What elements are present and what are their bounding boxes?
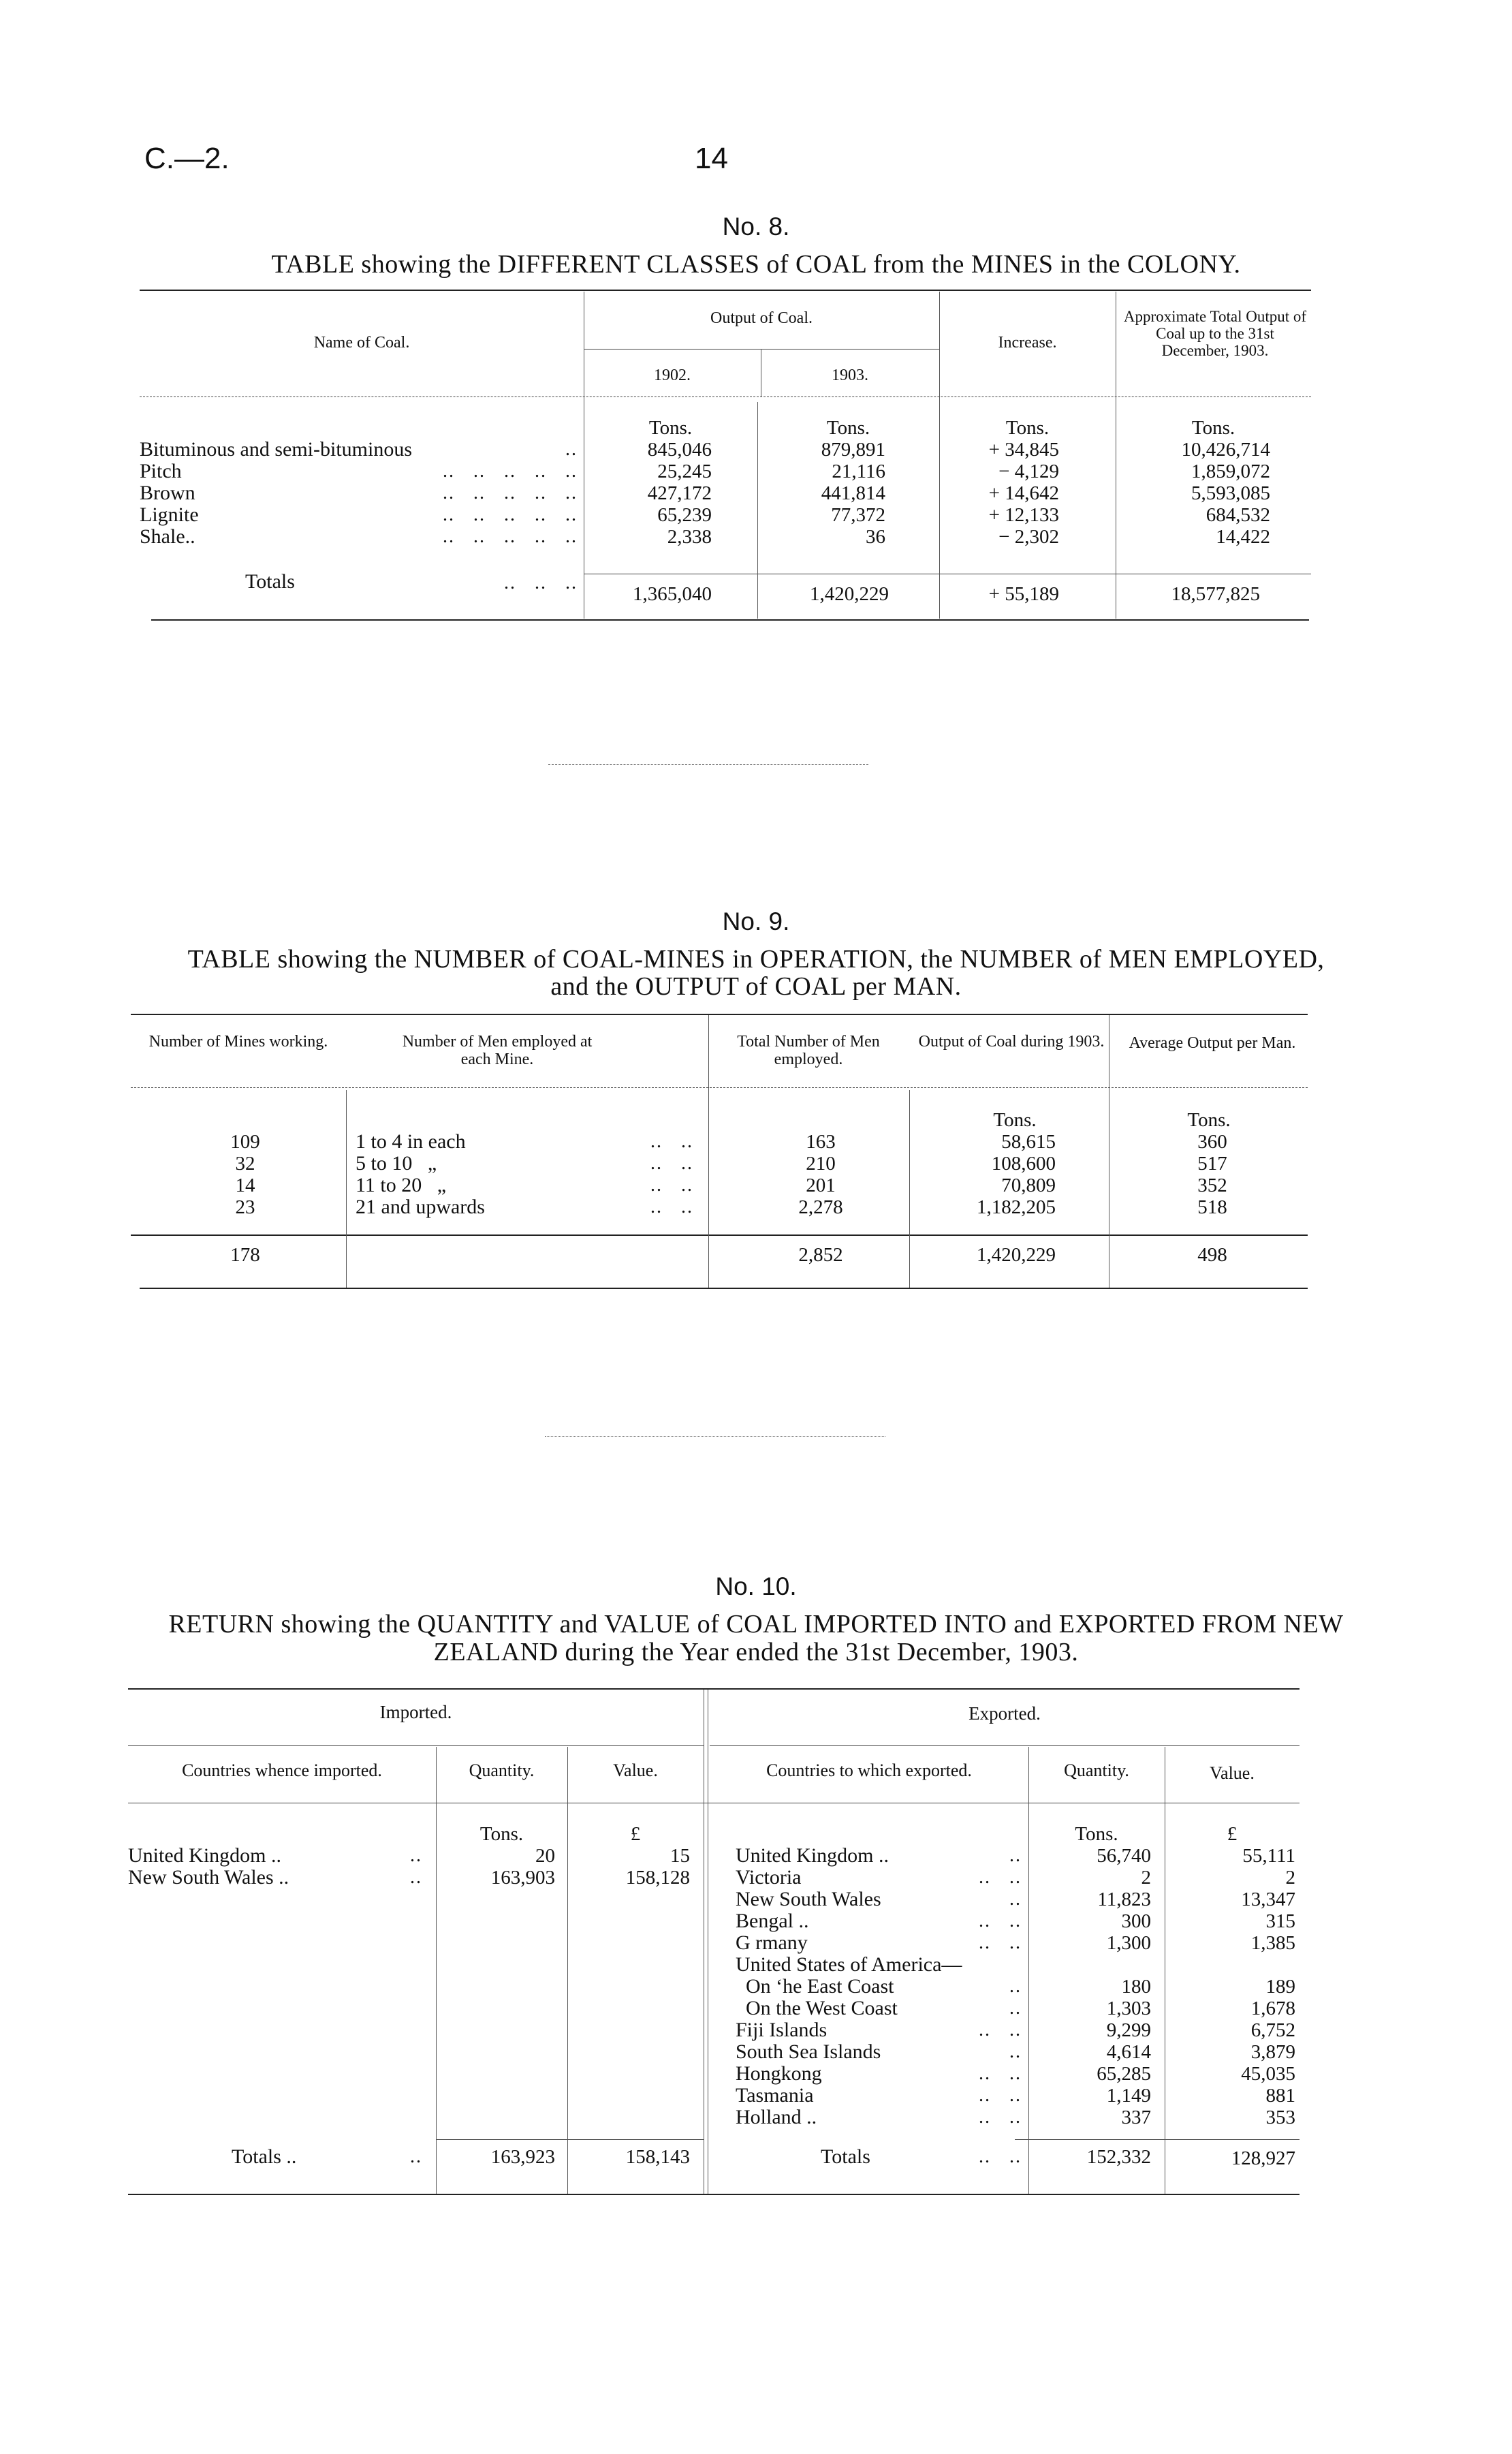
export-country: United Kingdom .. [736,1844,889,1867]
leader-dots: .. .. [979,2085,1022,2106]
export-country: Holland .. [736,2106,817,2128]
increase: + 14,642 [988,482,1059,504]
table-9-unit-average: Tons. [1187,1109,1231,1131]
output-1902: 427,172 [647,482,712,504]
total-men: 2,278 [798,1196,843,1218]
table-9-header-men-each: Number of Men employed at each Mine. [402,1033,593,1068]
exported-unit-quantity: Tons. [1075,1823,1118,1845]
leader-dots: .. .. .. .. .. [443,461,578,482]
output-1903: 21,116 [832,461,885,482]
table-8-header-increase: Increase. [998,334,1057,352]
table-9-unit-output: Tons. [993,1109,1037,1131]
total-men: 210 [806,1153,836,1175]
totals-label: Totals [245,570,295,593]
exported-header-value: Value. [1210,1763,1255,1783]
total-output: 684,532 [1206,504,1270,526]
leader-dots: .. [1009,1889,1022,1910]
total-output: 10,426,714 [1181,439,1270,461]
exported-header-quantity: Quantity. [1064,1760,1129,1780]
imported-heading: Imported. [379,1702,452,1722]
export-total-value: 128,927 [1231,2147,1295,2169]
export-quantity: 11,823 [1097,1889,1151,1910]
increase: − 4,129 [998,461,1059,482]
output-1903: 36 [866,526,885,548]
import-value: 15 [670,1845,690,1867]
leader-dots: .. .. [650,1175,693,1196]
export-value: 881 [1265,2085,1295,2107]
coal-name: Bituminous and semi-bituminous [140,438,413,461]
output-coal: 1,182,205 [977,1196,1056,1218]
import-totals-label: Totals .. [232,2145,297,2168]
export-quantity: 1,149 [1106,2085,1151,2107]
export-quantity: 9,299 [1106,2019,1151,2041]
export-quantity: 300 [1121,1910,1151,1932]
mines-working: 23 [235,1196,255,1218]
export-value: 353 [1265,2107,1295,2128]
total-men-employed: 2,852 [798,1244,843,1266]
leader-dots: .. .. [979,2146,1022,2167]
table-9-number: No. 9. [722,907,790,935]
export-country: South Sea Islands [736,2040,881,2063]
export-value: 45,035 [1241,2063,1295,2085]
table-8-header-1903: 1903. [832,367,868,384]
grand-total-output: 18,577,825 [1171,583,1260,605]
table-9-header-output: Output of Coal during 1903. [918,1033,1105,1051]
coal-name: Lignite [140,503,199,526]
output-1903: 441,814 [821,482,885,504]
leader-dots: .. [1009,1845,1022,1866]
table-8-header-output: Output of Coal. [710,309,813,327]
table-8-header-name: Name of Coal. [313,334,410,352]
coal-name: Shale.. [140,525,195,548]
section-divider [545,1436,885,1437]
table-9-header-mines: Number of Mines working. [148,1033,328,1051]
export-quantity: 180 [1121,1976,1151,1998]
table-9-caption-line-2: and the OUTPUT of COAL per MAN. [550,972,962,1001]
table-8-header-total: Approximate Total Output of Coal up to the 31st December, 1903. [1123,308,1307,359]
leader-dots: .. .. [979,2107,1022,2128]
export-country: New South Wales [736,1888,881,1910]
leader-dots: .. [1009,2041,1022,2062]
table-9-caption-line-1: TABLE showing the NUMBER of COAL-MINES in OPERATION, the NUMBER of MEN EMPLOYED, [187,945,1325,974]
table-10-caption-line-2: ZEALAND during the Year ended the 31st December, 1903. [433,1638,1079,1666]
export-quantity: 337 [1121,2107,1151,2128]
coal-name: Pitch [140,460,182,482]
table-10-number: No. 10. [715,1572,797,1600]
export-value: 55,111 [1242,1845,1295,1867]
export-total-quantity: 152,332 [1086,2146,1151,2168]
output-1902: 845,046 [647,439,712,461]
imported-unit-quantity: Tons. [479,1823,524,1845]
export-value: 315 [1265,1910,1295,1932]
total-output: 1,859,072 [1191,461,1270,482]
table-9-header-total-men: Total Number of Men employed. [737,1033,880,1068]
export-value: 1,678 [1250,1998,1295,2019]
import-quantity: 163,903 [490,1867,555,1889]
increase: + 12,133 [988,504,1059,526]
increase: − 2,302 [998,526,1059,548]
import-total-value: 158,143 [625,2146,690,2168]
output-coal: 70,809 [1001,1175,1056,1196]
men-range: 5 to 10 „ [356,1152,437,1175]
export-country: G rmany [736,1931,808,1954]
output-1903: 879,891 [821,439,885,461]
table-8-unit-1902: Tons. [648,417,693,439]
imported-header-value: Value. [613,1760,658,1780]
imported-header-quantity: Quantity. [469,1760,535,1780]
export-country: Tasmania [736,2084,814,2107]
export-quantity: 1,303 [1106,1998,1151,2019]
total-1902: 1,365,040 [633,583,712,605]
table-8-unit-increase: Tons. [1005,417,1050,439]
export-value: 6,752 [1250,2019,1295,2041]
table-8-number: No. 8. [722,213,790,240]
leader-dots: .. .. .. .. .. [443,504,578,525]
output-coal: 58,615 [1001,1131,1056,1153]
leader-dots: .. .. [979,1932,1022,1953]
average-output: 518 [1197,1196,1227,1218]
export-quantity: 56,740 [1097,1845,1151,1867]
page-number: 14 [695,142,728,175]
import-country: United Kingdom .. [128,1844,281,1867]
export-country: United States of America— [736,1953,962,1976]
leader-dots: .. .. .. .. .. [443,526,578,547]
import-country: New South Wales .. [128,1866,289,1889]
leader-dots: .. .. [979,2063,1022,2084]
coal-name: Brown [140,482,195,504]
table-8-unit-1903: Tons. [826,417,870,439]
table-8-caption: TABLE showing the DIFFERENT CLASSES of COAL from the MINES in the COLONY. [271,250,1241,279]
leader-dots: .. [565,439,578,460]
output-coal: 108,600 [991,1153,1056,1175]
total-1903: 1,420,229 [810,583,889,605]
export-quantity: 1,300 [1106,1932,1151,1954]
export-totals-label: Totals [821,2145,870,2168]
total-mines: 178 [230,1244,260,1266]
leader-dots: .. .. [650,1196,693,1217]
export-country: On ‘he East Coast [736,1975,894,1998]
output-1902: 65,239 [657,504,712,526]
export-value: 189 [1265,1976,1295,1998]
total-men: 163 [806,1131,836,1153]
table-10-caption-line-1: RETURN showing the QUANTITY and VALUE of COAL IMPORTED INTO and EXPORTED FROM NEW [168,1610,1344,1638]
export-country: Fiji Islands [736,2019,828,2041]
leader-dots: .. .. [650,1153,693,1174]
total-output: 14,422 [1216,526,1270,548]
total-men: 201 [806,1175,836,1196]
table-8-unit-total: Tons. [1191,417,1235,439]
mines-working: 109 [230,1131,260,1153]
import-quantity: 20 [535,1845,555,1867]
export-country: Bengal .. [736,1910,809,1932]
leader-dots: .. .. [979,1910,1022,1931]
export-quantity: 4,614 [1106,2041,1151,2063]
table-9-header-average: Average Output per Man. [1129,1034,1296,1052]
export-country: Hongkong [736,2062,822,2085]
import-total-quantity: 163,923 [490,2146,555,2168]
imported-header-country: Countries whence imported. [182,1760,382,1780]
report-code: C.—2. [144,142,230,175]
leader-dots: .. .. .. .. .. [443,482,578,503]
export-value: 3,879 [1250,2041,1295,2063]
exported-header-country: Countries to which exported. [766,1760,972,1780]
section-divider [548,764,868,765]
export-country: On the West Coast [736,1997,898,2019]
average-output: 352 [1197,1175,1227,1196]
output-1903: 77,372 [831,504,885,526]
exported-heading: Exported. [968,1703,1041,1724]
men-range: 1 to 4 in each [356,1130,466,1153]
average-output: 360 [1197,1131,1227,1153]
export-quantity: 2 [1141,1867,1151,1889]
leader-dots: .. [410,1845,422,1866]
exported-unit-value: £ [1227,1823,1238,1845]
leader-dots: .. [1009,1976,1022,1997]
mines-working: 32 [235,1153,255,1175]
total-increase: + 55,189 [988,583,1059,605]
imported-unit-value: £ [630,1823,641,1845]
increase: + 34,845 [988,439,1059,461]
average-output: 517 [1197,1153,1227,1175]
output-1902: 2,338 [667,526,712,548]
leader-dots: .. .. [979,2019,1022,2040]
leader-dots: .. .. .. [504,572,578,593]
leader-dots: .. [1009,1998,1022,2019]
export-quantity: 65,285 [1097,2063,1151,2085]
import-value: 158,128 [625,1867,690,1889]
men-range: 21 and upwards [356,1196,485,1218]
men-range: 11 to 20 „ [356,1174,447,1196]
table-8-header-1902: 1902. [654,367,691,384]
export-value: 2 [1285,1867,1295,1889]
leader-dots: .. [410,1867,422,1888]
export-value: 13,347 [1241,1889,1295,1910]
total-output: 5,593,085 [1191,482,1270,504]
export-country: Victoria [736,1866,802,1889]
output-1902: 25,245 [657,461,712,482]
leader-dots: .. [410,2146,422,2167]
overall-average: 498 [1197,1244,1227,1266]
leader-dots: .. .. [650,1131,693,1152]
mines-working: 14 [235,1175,255,1196]
export-value: 1,385 [1250,1932,1295,1954]
total-output-coal: 1,420,229 [977,1244,1056,1266]
leader-dots: .. .. [979,1867,1022,1888]
